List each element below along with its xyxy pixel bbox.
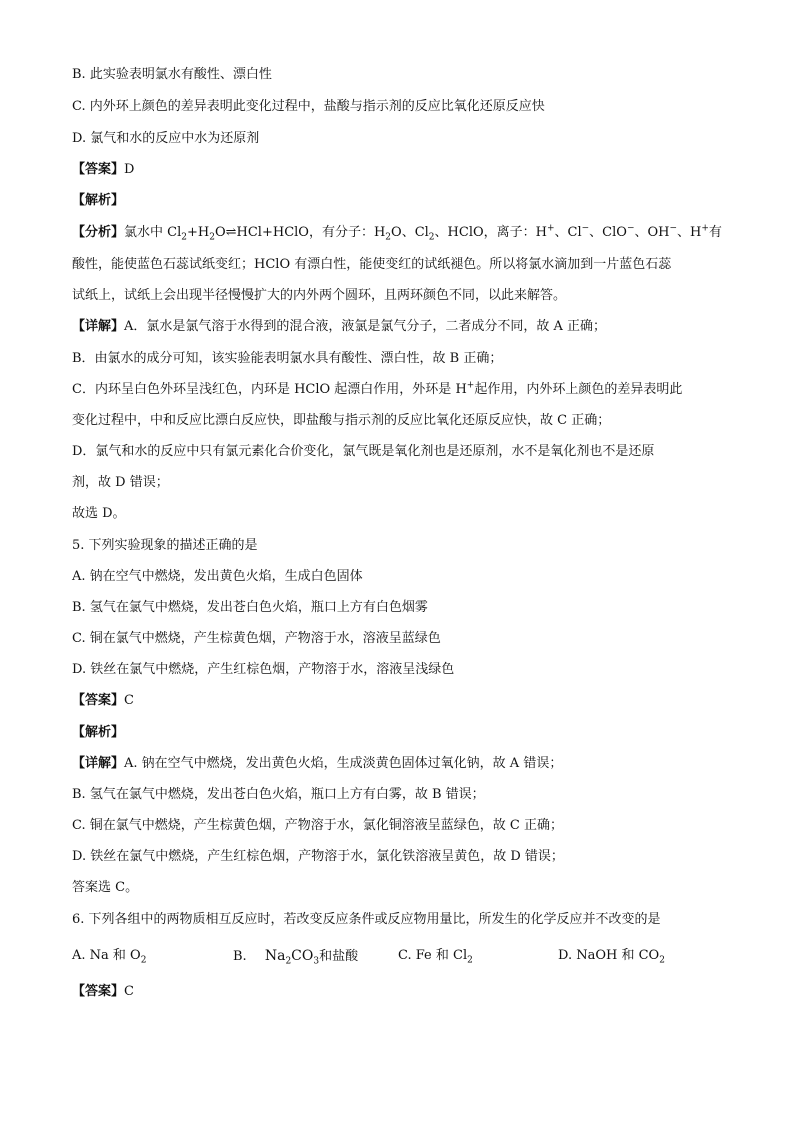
q5-analysis-heading bbox=[72, 724, 732, 742]
subscript: 2 bbox=[209, 232, 215, 243]
q4-conclusion: 故选 D。 bbox=[72, 506, 126, 521]
subscript: 3 bbox=[313, 956, 320, 967]
answer-tag: 【答案】 bbox=[72, 984, 125, 999]
superscript: + bbox=[546, 223, 555, 234]
q5-detail-line-2: B. 氢气在氯气中燃烧，发出苍白色火焰，瓶口上方有白雾，故 B 错误； bbox=[72, 787, 485, 802]
q5-detail-line-3: C. 铜在氯气中燃烧，产生棕黄色烟，产物溶于水，氯化铜溶液呈蓝绿色，故 C 正确； bbox=[72, 818, 563, 833]
text-span: 、OH bbox=[634, 225, 670, 240]
subscript: 2 bbox=[385, 232, 392, 243]
subscript: 2 bbox=[467, 955, 473, 966]
detail-tag: 【详解】 bbox=[72, 756, 125, 771]
q6-option-d bbox=[558, 947, 665, 965]
text-span: 、ClO bbox=[589, 225, 627, 240]
analysis-tag: 【解析】 bbox=[72, 725, 125, 740]
text-span: B. bbox=[233, 949, 247, 964]
q6-option-b bbox=[233, 947, 358, 966]
answer-tag: 【答案】 bbox=[72, 162, 125, 177]
q6-option-a bbox=[72, 947, 146, 965]
subscript: 2 bbox=[659, 955, 665, 966]
superscript: + bbox=[701, 223, 709, 234]
q5-detail-line-1 bbox=[72, 755, 732, 773]
q4-option-c: C. 内外环上颜色的差异表明此变化过程中，盐酸与指示剂的反应比氧化还原反应快 bbox=[72, 99, 545, 114]
superscript: − bbox=[581, 223, 590, 234]
superscript: − bbox=[626, 223, 635, 234]
subscript: 2 bbox=[428, 232, 435, 243]
q4-detail-line-1 bbox=[72, 318, 732, 336]
text-span: C．内环呈白色外环呈浅红色，内环是 HClO 起漂白作用，外环是 H bbox=[72, 382, 467, 397]
text-span: O、Cl bbox=[391, 225, 429, 240]
q6-answer bbox=[72, 983, 732, 1001]
q4-answer bbox=[72, 161, 732, 179]
q4-detail-line-6: 剂，故 D 错误； bbox=[72, 475, 169, 490]
text-span: 有 bbox=[708, 225, 722, 240]
q4-detail-line-4: 变化过程中，中和反应比漂白反应快，即盐酸与指示剂的反应比氧化还原反应快，故 C 正确； bbox=[72, 413, 611, 428]
detail-tag: 【详解】 bbox=[72, 319, 125, 334]
q4-fenxi-line-3: 试纸上，试纸上会出现半径慢慢扩大的内外两个圆环，且两环颜色不同，以此来解答。 bbox=[72, 288, 567, 303]
q4-option-d: D. 氯气和水的反应中水为还原剂 bbox=[72, 131, 260, 146]
subscript: 2 bbox=[140, 955, 147, 966]
text-span: CO bbox=[291, 948, 314, 964]
q4-detail-line-5: D．氯气和水的反应中只有氯元素化合价变化，氯气既是氧化剂也是还原剂，水不是氧化剂也不是还原 bbox=[72, 444, 655, 459]
subscript: 2 bbox=[285, 956, 292, 967]
q5-option-d: D. 铁丝在氯气中燃烧，产生红棕色烟，产物溶于水，溶液呈浅绿色 bbox=[72, 662, 455, 677]
text-span: 起作用，内外环上颜色的差异表明此 bbox=[474, 382, 683, 397]
q6-stem: 6. 下列各组中的两物质相互反应时，若改变反应条件或反应物用量比，所发生的化学反应并不改变的是 bbox=[72, 912, 661, 927]
text-span: A．氯水是氯气溶于水得到的混合液，液氯是氯气分子，二者成分不同，故 A 正确； bbox=[124, 319, 607, 334]
text-span: 氯水中 Cl bbox=[124, 225, 182, 240]
text-span: C. Fe 和 Cl bbox=[398, 948, 468, 963]
q5-option-b: B. 氢气在氯气中燃烧，发出苍白色火焰，瓶口上方有白色烟雾 bbox=[72, 600, 428, 615]
text-span: D. NaOH 和 CO bbox=[558, 948, 660, 963]
q6-option-c bbox=[398, 947, 473, 965]
superscript: + bbox=[466, 380, 475, 391]
q4-fenxi-line-1 bbox=[72, 224, 732, 242]
q5-detail-line-4: D. 铁丝在氯气中燃烧，产生红棕色烟，产物溶于水，氯化铁溶液呈黄色，故 D 错误； bbox=[72, 849, 564, 864]
text-span: 、H bbox=[677, 225, 702, 240]
text-span: Na bbox=[264, 948, 286, 964]
analysis-tag: 【解析】 bbox=[72, 193, 125, 208]
answer-value: D bbox=[124, 162, 135, 177]
text-span: 、HClO，离子：H bbox=[434, 225, 547, 240]
text-span: A. Na 和 O bbox=[72, 948, 141, 963]
text-span: O⇌HCl+HClO，有分子：H bbox=[214, 225, 386, 240]
q5-option-a: A. 钠在空气中燃烧，发出黄色火焰，生成白色固体 bbox=[72, 569, 363, 584]
q5-conclusion: 答案选 C。 bbox=[72, 880, 139, 895]
text-span: +H bbox=[187, 225, 210, 240]
text-span: A. 钠在空气中燃烧，发出黄色火焰，生成淡黄色固体过氧化钠，故 A 错误； bbox=[124, 756, 563, 771]
subscript: 2 bbox=[181, 232, 187, 243]
text-span: 和盐酸 bbox=[319, 949, 359, 964]
q5-answer bbox=[72, 692, 732, 710]
answer-value: C bbox=[124, 693, 134, 708]
answer-tag: 【答案】 bbox=[72, 693, 125, 708]
q5-stem: 5. 下列实验现象的描述正确的是 bbox=[72, 538, 258, 553]
q4-option-b: B. 此实验表明氯水有酸性、漂白性 bbox=[72, 67, 272, 82]
q4-analysis-heading bbox=[72, 192, 732, 210]
fenxi-tag: 【分析】 bbox=[72, 225, 125, 240]
answer-value: C bbox=[124, 984, 134, 999]
q4-fenxi-line-2: 酸性，能使蓝色石蕊试纸变红；HClO 有漂白性，能使变红的试纸褪色。所以将氯水滴加到一片蓝色石蕊 bbox=[72, 257, 672, 272]
q5-option-c: C. 铜在氯气中燃烧，产生棕黄色烟，产物溶于水，溶液呈蓝绿色 bbox=[72, 631, 441, 646]
text-span: 、Cl bbox=[554, 225, 582, 240]
q4-detail-line-2: B．由氯水的成分可知，该实验能表明氯水具有酸性、漂白性，故 B 正确； bbox=[72, 351, 503, 366]
q4-detail-line-3 bbox=[72, 381, 732, 399]
superscript: − bbox=[669, 223, 678, 234]
